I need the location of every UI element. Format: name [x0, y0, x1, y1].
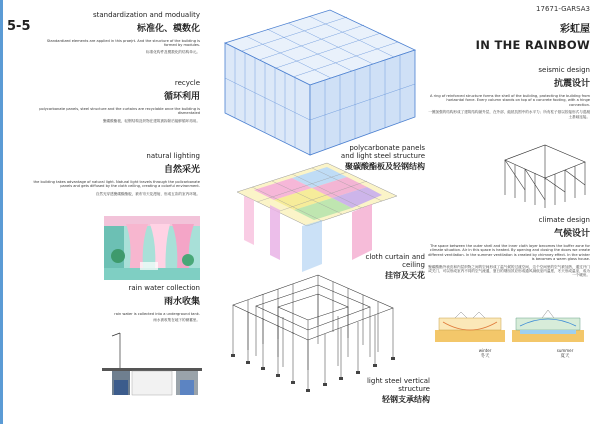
title-en: IN THE RAINBOW	[475, 38, 590, 52]
layer-label-1-cn: 聚碳酸酯板及轻钢结构	[345, 162, 425, 171]
seismic-structure-sketch	[500, 140, 590, 210]
layer-label-2	[345, 253, 425, 281]
layer-label-3-en: light steel vertical structure	[366, 377, 430, 393]
climate-body-cn: 聚碳酸酯外表皮和内层织物之间的空间形成了温气候的过渡空间，这个空间里的空气被加热，通过开门或关门，可以形成室内不同的空气流通，夏日的烟囱效应形成通风减低室内温度，冬天形成温室，成为一个暖房。	[428, 264, 590, 278]
standardization-heading-en: standardization and moduality	[92, 11, 200, 19]
rain-heading-en: rain water collection	[128, 284, 200, 292]
lighting-body-cn: 自然光穿透聚碳酸酯板，被布帘天花漫射，形成五彩的室内环境。	[95, 191, 200, 196]
interior-render-image	[104, 216, 200, 280]
climate-heading-cn: 气候设计	[553, 229, 590, 239]
recycle-heading-cn: 循环利用	[163, 92, 200, 102]
lighting-heading-cn: 自然采光	[163, 165, 200, 175]
lighting-section	[30, 152, 200, 196]
summer-caption	[545, 349, 585, 360]
seismic-section	[428, 66, 590, 119]
layer-label-3	[365, 377, 430, 405]
page-number: 5-5	[7, 19, 31, 34]
seismic-heading-cn: 抗震设计	[553, 79, 590, 89]
climate-heading-en: climate design	[538, 216, 590, 224]
lighting-body-en: the building takes advantage of natural light. Natural light travels through the policarbonate panels and gets diffused by the cloth ceiling, creating a colorful environment.	[33, 180, 200, 189]
summer-caption-cn: 夏天	[560, 354, 570, 360]
winter-caption	[465, 349, 505, 360]
seismic-body-cn: 一圈加强的结构形成了建筑结构最外层，在外部，能抵抗围中的水平力；所有柱子基以铰接形式与混凝土基础连接。	[428, 110, 590, 119]
rain-body-en: rain water is collected into a underground tank.	[114, 312, 200, 316]
seismic-body-en: A ring of reinforced structure forms the shell of the building, protecting the building from horizontal force. Every column stands on top of a concrete footing, with a hinge connection.	[430, 94, 590, 107]
winter-caption-cn: 冬天	[480, 354, 490, 360]
layer-label-1-en: polycarbonate panels and light steel structure	[340, 144, 425, 160]
lighting-heading-en: natural lighting	[146, 152, 200, 160]
layer-label-2-cn: 挂帘及天花	[385, 271, 425, 280]
roof-layer-diagram	[215, 5, 425, 155]
standardization-body-cn: 标准化构件及模数化的结构单元。	[146, 49, 200, 54]
summer-caption-en: summer	[556, 348, 574, 353]
rain-heading-cn: 雨水收集	[163, 297, 200, 307]
winter-caption-en: winter	[478, 348, 492, 353]
standardization-body-en: Standardized elements are applied in this proejrt. And the structure of the building is formed by modules.	[46, 39, 200, 48]
recycle-heading-en: recycle	[174, 79, 200, 87]
project-code: 17671-GARSA3	[536, 5, 590, 13]
recycle-body-en: polycarbonate panels, steel structure and the curtains are recyclable once the building is dismentaled	[39, 107, 200, 116]
layer-label-3-cn: 轻钢支承结构	[382, 395, 430, 404]
summer-climate-diagram	[512, 308, 584, 348]
climate-body-en: The space between the outer shell and the inner cloth layer becomes the buffer zone for climate situation. Air in this space is heated. By opening and closing the doors we create different ventilation. In the summer ventilation is created by chimney effect. In the winter is becomes a warm glass house.	[428, 244, 590, 262]
layer-label-2-en: cloth curtain and ceiling	[365, 253, 425, 269]
seismic-heading-en: seismic design	[538, 66, 590, 74]
standardization-heading-cn: 标准化、模数化	[136, 24, 200, 34]
accent-stripe	[0, 0, 3, 424]
standardization-section	[40, 11, 200, 54]
rain-tank-diagram	[102, 328, 202, 398]
recycle-body-cn: 聚碳酸酯板，轻钢结构及织物在建筑被拆除后能够循环再用。	[102, 118, 200, 123]
winter-climate-diagram	[435, 308, 505, 348]
rain-section	[60, 284, 200, 323]
climate-section	[428, 216, 590, 278]
layer-label-1	[335, 144, 425, 172]
rain-body-cn: 雨水被收集在地下的储蓄里。	[153, 318, 200, 323]
title-cn: 彩虹屋	[560, 24, 590, 35]
recycle-section	[30, 79, 200, 123]
